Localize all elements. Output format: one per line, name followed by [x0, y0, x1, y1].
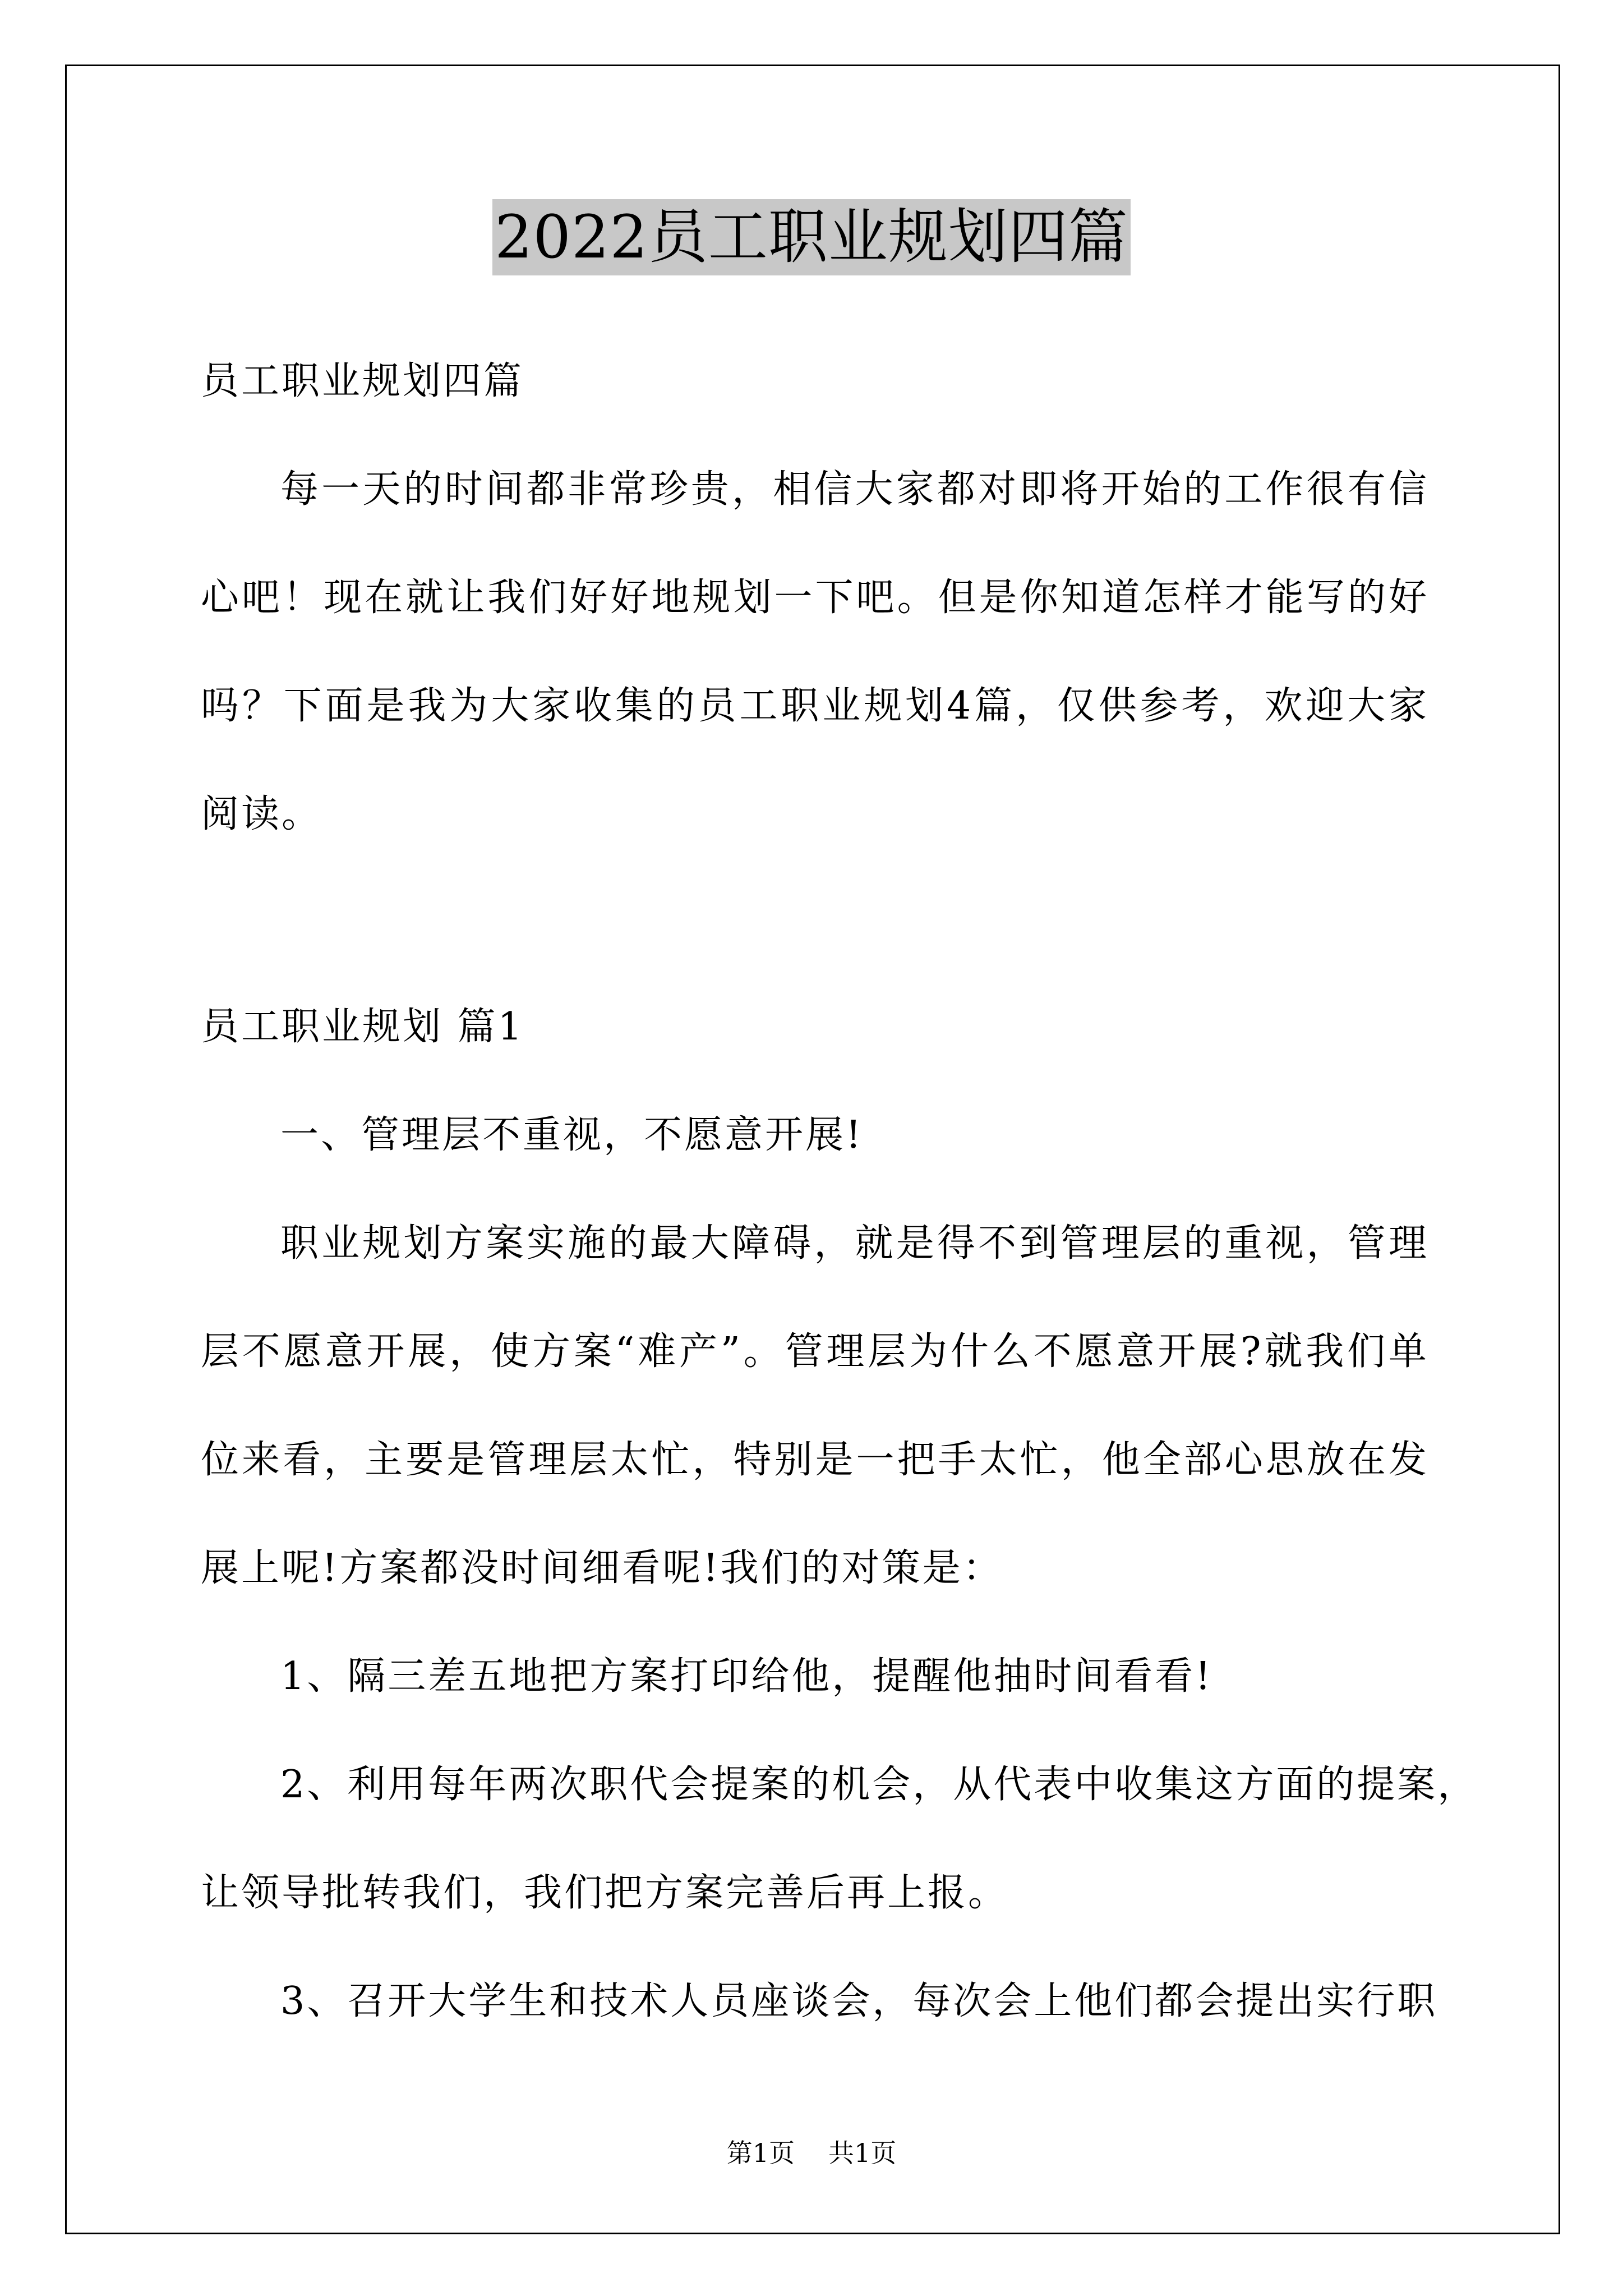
intro-line-3: 吗？下面是我为大家收集的员工职业规划4篇，仅供参考，欢迎大家 [201, 684, 1429, 728]
page-total: 共1页 [828, 2138, 897, 2168]
document-title: 2022员工职业规划四篇 [492, 199, 1131, 275]
point-1-heading: 一、管理层不重视，不愿意开展! [280, 1113, 864, 1157]
body-line-1: 职业规划方案实施的最大障碍，就是得不到管理层的重视，管理 [280, 1221, 1429, 1266]
page-number: 第1页 [726, 2138, 795, 2168]
body-line-2: 层不愿意开展，使方案“难产”。管理层为什么不愿意开展?就我们单 [201, 1329, 1429, 1374]
intro-line-2: 心吧！现在就让我们好好地规划一下吧。但是你知道怎样才能写的好 [201, 576, 1429, 620]
document-subtitle: 员工职业规划四篇 [201, 359, 524, 403]
measure-2-line-1: 2、利用每年两次职代会提案的机会，从代表中收集这方面的提案， [280, 1763, 1478, 1807]
body-line-4: 展上呢!方案都没时间细看呢!我们的对策是： [201, 1546, 1003, 1590]
section-heading: 员工职业规划 篇1 [201, 1005, 524, 1049]
intro-line-1: 每一天的时间都非常珍贵，相信大家都对即将开始的工作很有信 [280, 467, 1429, 512]
body-line-3: 位来看，主要是管理层太忙，特别是一把手太忙，他全部心思放在发 [201, 1438, 1429, 1482]
title-block [0, 199, 1623, 275]
measure-2-line-2: 让领导批转我们，我们把方案完善后再上报。 [201, 1871, 1009, 1915]
page-footer [0, 2136, 1623, 2170]
intro-line-4: 阅读。 [201, 792, 322, 836]
measure-3-line-1: 3、召开大学生和技术人员座谈会，每次会上他们都会提出实行职 [280, 1979, 1438, 2023]
measure-1: 1、隔三差五地把方案打印给他，提醒他抽时间看看! [280, 1654, 1213, 1699]
